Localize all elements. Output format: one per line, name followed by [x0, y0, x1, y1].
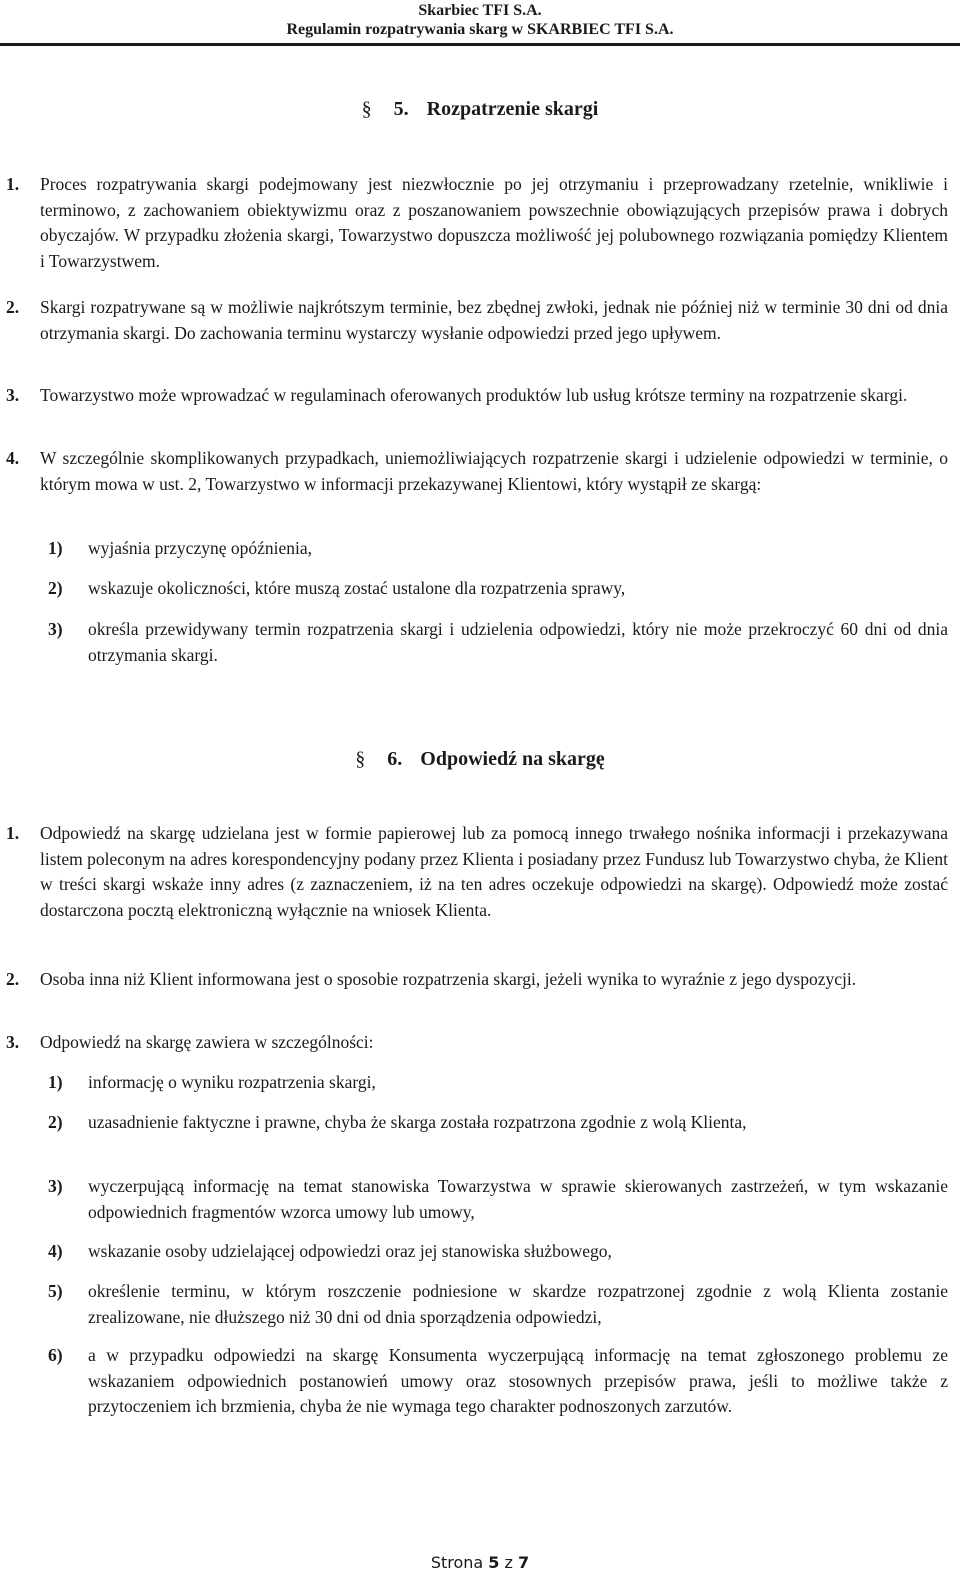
page-label: Strona	[430, 1553, 484, 1572]
section-6-item-1	[48, 1070, 948, 1096]
section-title: Rozpatrzenie skargi	[426, 98, 599, 120]
section-6-item-3	[48, 1174, 948, 1225]
paragraph-text: Skargi rozpatrywane są w możliwie najkrótszym terminie, bez zbędnej zwłoki, jednak nie później niż w terminie 30 dni od dnia otrzymania skargi. Do zachowania terminu wystarczy wysłanie odpowiedzi przed jego upływem.	[40, 297, 948, 343]
section-5-paragraph-3	[6, 383, 948, 409]
item-number: 1)	[48, 1072, 63, 1092]
item-number: 3)	[48, 619, 63, 639]
section-5-item-3	[48, 617, 948, 668]
page-header	[0, 0, 960, 46]
item-text: określa przewidywany termin rozpatrzenia skargi i udzielenia odpowiedzi, który nie może przekroczyć 60 dni od dnia otrzymania skargi.	[88, 619, 948, 665]
section-sign: §	[361, 98, 372, 120]
section-6-item-4	[48, 1239, 948, 1265]
section-5-paragraph-1	[6, 172, 948, 274]
item-text: uzasadnienie faktyczne i prawne, chyba że skarga została rozpatrzona zgodnie z wolą Klienta,	[88, 1112, 747, 1132]
item-number: 1)	[48, 538, 63, 558]
section-5-paragraph-2	[6, 295, 948, 346]
current-page: 5	[488, 1553, 500, 1572]
page-of: z	[504, 1553, 513, 1572]
header-company: Skarbiec TFI S.A.	[418, 2, 542, 19]
item-text: określenie terminu, w którym roszczenie podniesione w skardze rozpatrzonej zgodnie z wolą Klienta zostanie zrealizowane, nie dłuższego niż 30 dni od dnia sporządzenia odpowiedzi,	[88, 1281, 948, 1327]
section-6-item-6	[48, 1343, 948, 1420]
item-number: 5)	[48, 1281, 63, 1301]
paragraph-number: 2.	[6, 969, 20, 989]
section-number: 5.	[393, 98, 409, 120]
section-5-item-1	[48, 536, 948, 562]
paragraph-number: 2.	[6, 297, 20, 317]
section-5-paragraph-4	[6, 446, 948, 497]
paragraph-text: Towarzystwo może wprowadzać w regulaminach oferowanych produktów lub usług krótsze terminy na rozpatrzenie skargi.	[40, 385, 908, 405]
paragraph-text: Osoba inna niż Klient informowana jest o sposobie rozpatrzenia skargi, jeżeli wynika to wyraźnie z jego dyspozycji.	[40, 969, 857, 989]
section-6-paragraph-1	[6, 821, 948, 923]
item-text: a w przypadku odpowiedzi na skargę Konsumenta wyczerpującą informację na temat zgłoszonego problemu ze wskazaniem odpowiednich postanowień umowy oraz stosownych przepisów prawa, jeśli to możliwe także z przytoczeniem ich brzmienia, chyba że nie wymaga tego charakter podnoszonych zarzutów.	[88, 1345, 948, 1417]
paragraph-number: 1.	[6, 174, 20, 194]
section-5-item-2	[48, 576, 948, 602]
item-number: 6)	[48, 1345, 63, 1365]
item-text: informację o wyniku rozpatrzenia skargi,	[88, 1072, 376, 1092]
section-5-heading	[0, 96, 960, 122]
item-number: 4)	[48, 1241, 63, 1261]
header-divider	[0, 43, 960, 46]
paragraph-number: 1.	[6, 823, 20, 843]
section-6-heading	[0, 746, 960, 772]
total-pages: 7	[518, 1553, 530, 1572]
item-number: 2)	[48, 1112, 63, 1132]
section-sign: §	[355, 748, 366, 770]
paragraph-number: 3.	[6, 385, 20, 405]
paragraph-text: Proces rozpatrywania skargi podejmowany jest niezwłocznie po jej otrzymaniu i przeprowadzany rzetelnie, wnikliwie i terminowo, z zachowaniem obiektywizmu oraz z poszanowaniem powszechnie obowiązujących przepisów prawa i dobrych obyczajów. W przypadku złożenia skargi, Towarzystwo dopuszcza możliwość jej polubownego rozwiązania pomiędzy Klientem i Towarzystwem.	[40, 174, 948, 271]
item-text: wskazuje okoliczności, które muszą zostać ustalone dla rozpatrzenia sprawy,	[88, 578, 626, 598]
paragraph-text: Odpowiedź na skargę udzielana jest w formie papierowej lub za pomocą innego trwałego nośnika informacji i przekazywana listem poleconym na adres korespondencyjny podany przez Klienta i posiadany przez Fundusz lub Towarzystwo chyba, że Klient w treści skargi wskaże inny adres (z zaznaczeniem, iż na ten adres oczekuje odpowiedzi na skargę). Odpowiedź może zostać dostarczona pocztą elektroniczną wyłącznie na wniosek Klienta.	[40, 823, 948, 920]
paragraph-number: 3.	[6, 1032, 20, 1052]
section-title: Odpowiedź na skargę	[420, 748, 605, 770]
page-footer	[0, 1553, 960, 1573]
header-document-title: Regulamin rozpatrywania skarg w SKARBIEC TFI S.A.	[286, 21, 674, 38]
section-6-item-5	[48, 1279, 948, 1330]
item-text: wyczerpującą informację na temat stanowiska Towarzystwa w sprawie skierowanych zastrzeżeń, w tym wskazanie odpowiednich fragmentów wzorca umowy lub umowy,	[88, 1176, 948, 1222]
section-number: 6.	[387, 748, 403, 770]
item-number: 2)	[48, 578, 63, 598]
item-text: wyjaśnia przyczynę opóźnienia,	[88, 538, 313, 558]
section-6-paragraph-3	[6, 1030, 948, 1056]
paragraph-number: 4.	[6, 448, 20, 468]
item-number: 3)	[48, 1176, 63, 1196]
section-6-item-2	[48, 1110, 948, 1136]
paragraph-text: Odpowiedź na skargę zawiera w szczególności:	[40, 1032, 374, 1052]
section-6-paragraph-2	[6, 967, 948, 993]
item-text: wskazanie osoby udzielającej odpowiedzi oraz jej stanowiska służbowego,	[88, 1241, 612, 1261]
paragraph-text: W szczególnie skomplikowanych przypadkach, uniemożliwiających rozpatrzenie skargi i udzielenie odpowiedzi w terminie, o którym mowa w ust. 2, Towarzystwo w informacji przekazywanej Klientowi, który wystąpił ze skargą:	[40, 448, 948, 494]
